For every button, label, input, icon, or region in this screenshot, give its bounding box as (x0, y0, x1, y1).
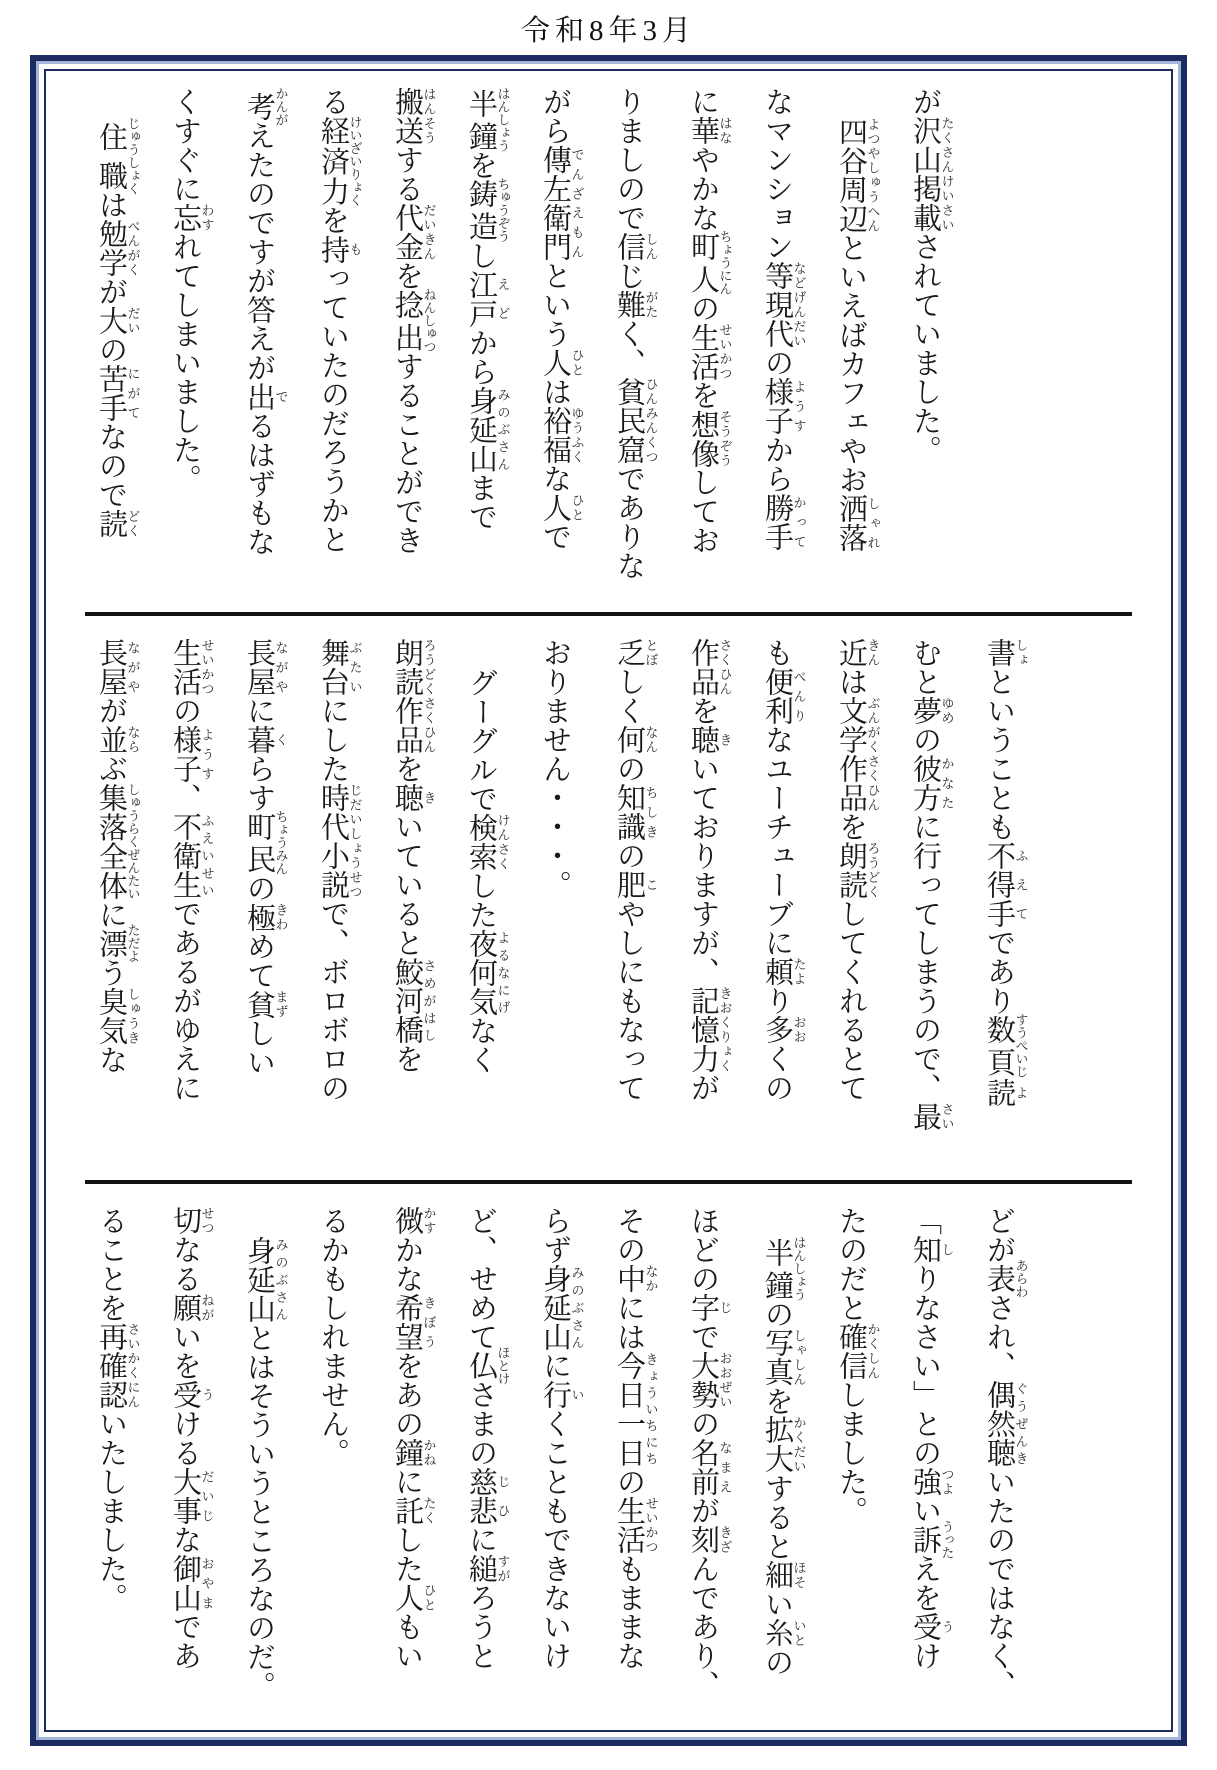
furigana-annotated-text: 貧まず (243, 989, 289, 1019)
text-column: 書しょということも不得手ふえてであり数頁すうぺいじ読よ (983, 638, 1029, 1108)
furigana-annotated-text: 江戸えど (465, 269, 511, 328)
furigana-annotated-text: 代金だいきん (391, 203, 437, 261)
furigana-annotated-text: 読よ (983, 1078, 1029, 1108)
furigana-annotated-text: 託たく (391, 1496, 437, 1525)
furigana-annotated-text: 生活せいかつ (169, 638, 215, 696)
furigana-annotated-text: 検索けんさく (465, 813, 511, 871)
text-column: 舞台ぶたいにした時代小説じだいしょうせつで、ボロボロの (317, 638, 363, 1102)
furigana-annotated-text: 強つよ (909, 1467, 955, 1496)
furigana-annotated-text: 忘わす (169, 203, 215, 232)
furigana-annotated-text: 鮫河橋さめがはし (391, 957, 437, 1044)
text-column: 「知しりなさい」との強つよい訴うったえを受うけ (909, 1206, 955, 1670)
furigana-annotated-text: 今日一日きょういちにち (613, 1351, 659, 1467)
furigana-annotated-text: 再確認さいかくにん (95, 1322, 141, 1409)
furigana-annotated-text: 糸いと (761, 1618, 807, 1648)
furigana-annotated-text: 希望きぼう (391, 1293, 437, 1351)
furigana-annotated-text: 舞台ぶたい (317, 638, 363, 696)
text-column: 長屋ながやが並ならぶ集落全体しゅうらくぜんたいに漂ただよう臭気しゅうきな (95, 638, 141, 1074)
furigana-annotated-text: 中なか (613, 1264, 659, 1293)
furigana-annotated-text: 夢ゆめ (909, 696, 955, 725)
text-column: 長屋ながやに暮くらす町民ちょうみんの極きわめて貧まずしい (243, 638, 289, 1077)
furigana-annotated-text: 不衛生ふえいせい (169, 812, 215, 899)
furigana-annotated-text: 町人ちょうにん (687, 230, 733, 296)
text-column: る経済力けいざいりょくを持もっていたのだろうかと (317, 87, 363, 554)
furigana-annotated-text: 傳左衛門でんざえもん (539, 145, 585, 261)
furigana-annotated-text: 夜何気よるなにげ (465, 929, 511, 1016)
text-column: 半鐘はんしょうを鋳造ちゅうぞうし江戸えどから身延山みのぶさんまで (465, 87, 511, 531)
furigana-annotated-text: 人ひと (539, 348, 585, 377)
furigana-annotated-text: 乏とぼ (613, 638, 659, 667)
text-column: 作品さくひんを聴きいておりますが、記憶力きおくりょくが (687, 638, 733, 1102)
text-section-bottom (46, 1190, 1132, 1730)
furigana-annotated-text: 細ほそ (761, 1560, 807, 1590)
furigana-annotated-text: 表あらわ (983, 1259, 1029, 1298)
text-column: りましので信しんじ難がたく、貧民窟ひんみんくつでありな (613, 87, 659, 580)
furigana-annotated-text: 集落全体しゅうらくぜんたい (95, 782, 141, 900)
furigana-annotated-text: 鋳造ちゅうぞう (465, 177, 511, 243)
furigana-annotated-text: 町民ちょうみん (243, 810, 289, 876)
furigana-annotated-text: 並なら (95, 725, 141, 754)
text-column: 切せつなる願ねがいを受うける大事だいじな御山おやまであ (169, 1206, 215, 1670)
furigana-annotated-text: 便利べんり (761, 667, 807, 725)
text-column: に華はなやかな町人ちょうにんの生活せいかつを想像そうぞうしてお (687, 87, 733, 555)
text-column: がら傳左衛門でんざえもんという人ひとは裕福ゆうふくな人ひとで (539, 87, 585, 551)
furigana-annotated-text: 確信かくしん (835, 1322, 881, 1380)
furigana-annotated-text: 受う (169, 1380, 215, 1409)
furigana-annotated-text: 読どく (95, 509, 141, 538)
furigana-annotated-text: 写真しゃしん (761, 1328, 807, 1387)
furigana-annotated-text: 肥こ (613, 870, 659, 899)
furigana-annotated-text: 数頁すうぺいじ (983, 1013, 1029, 1079)
furigana-annotated-text: 等現代などげんだい (761, 261, 807, 348)
furigana-annotated-text: 出で (243, 382, 289, 411)
furigana-annotated-text: 切せつ (169, 1206, 215, 1235)
text-column: 微かすかな希望きぼうをあの鐘かねに託たくした人ひともい (391, 1206, 437, 1670)
text-column: たのだと確信かくしんしました。 (835, 1206, 881, 1525)
text-column: どが表あらわされ、偶然聴ぐうぜんきいたのではなく、 (983, 1206, 1029, 1699)
text-column: その中なかには今日一日きょういちにちの生活せいかつもままな (613, 1206, 659, 1670)
text-column: 住職じゅうしょくは勉学べんがくが大だいの苦手にがてなので読どく (95, 117, 141, 538)
page-content-area (44, 69, 1173, 1732)
furigana-annotated-text: 華はな (687, 116, 733, 145)
furigana-annotated-text: 聴き (391, 783, 437, 812)
furigana-annotated-text: 裕福ゆうふく (539, 406, 585, 464)
furigana-annotated-text: 知識ちしき (613, 783, 659, 841)
text-column: るかもしれません。 (317, 1206, 349, 1467)
furigana-annotated-text: 大事だいじ (169, 1467, 215, 1525)
furigana-annotated-text: 名前なまえ (687, 1438, 733, 1496)
furigana-annotated-text: 人ひと (539, 493, 585, 522)
furigana-annotated-text: 長屋ながや (95, 638, 141, 696)
text-column: くすぐに忘わすれてしまいました。 (169, 87, 215, 493)
furigana-annotated-text: 頼たよ (761, 957, 807, 986)
furigana-annotated-text: 半鐘はんしょう (465, 87, 511, 152)
furigana-annotated-text: 朗読作品ろうどくさくひん (391, 638, 437, 754)
furigana-annotated-text: 願ねが (169, 1293, 215, 1322)
furigana-annotated-text: 書しょ (983, 638, 1029, 667)
furigana-annotated-text: 文学作品ぶんがくさくひん (835, 696, 881, 812)
text-column: 四谷周辺よつやしゅうへんといえばカフェやお洒落しゃれ (835, 117, 881, 552)
furigana-annotated-text: 最さい (909, 1102, 955, 1131)
section-divider (85, 612, 1131, 616)
furigana-annotated-text: 様子ようす (761, 377, 807, 435)
furigana-annotated-text: 字じ (687, 1293, 733, 1322)
furigana-annotated-text: 行い (539, 1380, 585, 1409)
furigana-annotated-text: 半鐘はんしょう (761, 1236, 807, 1301)
text-column: ることを再確認さいかくにんいたしました。 (95, 1206, 141, 1612)
furigana-annotated-text: 作品さくひん (687, 638, 733, 696)
text-column: 生活せいかつの様子ようす、不衛生ふえいせいであるがゆえに (169, 638, 215, 1102)
text-column: ほどの字じで大勢おおぜいの名前なまえが刻きざんであり、 (687, 1206, 733, 1699)
furigana-annotated-text: 鐘かね (391, 1438, 437, 1467)
furigana-annotated-text: 彼方かなた (909, 754, 955, 812)
text-column: 搬送はんそうする代金だいきんを捻出ねんしゅつすることができ (391, 87, 437, 555)
text-section-top (46, 71, 1058, 606)
furigana-annotated-text: 偶然聴ぐうぜんき (983, 1380, 1029, 1467)
text-column: 半鐘はんしょうの写真しゃしんを拡大かくだいすると細ほそい糸いとの (761, 1236, 807, 1677)
furigana-annotated-text: 信しん (613, 232, 659, 261)
furigana-annotated-text: 多おお (761, 1015, 807, 1044)
furigana-annotated-text: 不得手ふえて (983, 841, 1029, 928)
furigana-annotated-text: 時代小説じだいしょうせつ (317, 783, 363, 899)
furigana-annotated-text: 身延山みのぶさん (465, 385, 511, 473)
furigana-annotated-text: 御山おやま (169, 1554, 215, 1612)
furigana-annotated-text: 生活せいかつ (613, 1496, 659, 1554)
text-column: 乏とぼしく何なんの知識ちしきの肥こやしにもなって (613, 638, 659, 1102)
furigana-annotated-text: 難がた (613, 290, 659, 319)
furigana-annotated-text: 漂ただよ (95, 923, 141, 963)
furigana-annotated-text: 受う (909, 1612, 955, 1641)
furigana-annotated-text: 拡大かくだい (761, 1415, 807, 1474)
text-column: 身延山みのぶさんとはそういうところなのだ。 (243, 1236, 289, 1700)
furigana-annotated-text: 仏ほとけ (465, 1346, 511, 1385)
furigana-annotated-text: 住職じゅうしょく (95, 117, 141, 195)
furigana-annotated-text: 朗読ろうどく (835, 841, 881, 899)
furigana-annotated-text: 様子ようす (169, 725, 215, 783)
furigana-annotated-text: 想像そうぞう (687, 409, 733, 468)
furigana-annotated-text: 大だい (95, 306, 141, 335)
page-title: 令和8年3月 (520, 15, 696, 47)
furigana-annotated-text: 極きわ (243, 902, 289, 932)
text-column: むと夢ゆめの彼方かなたに行ってしまうので、最さい (909, 638, 955, 1131)
furigana-annotated-text: 沢山掲載たくさんけいさい (909, 116, 955, 232)
furigana-annotated-text: 記憶力きおくりょく (687, 986, 733, 1073)
text-column: 近きんは文学作品ぶんがくさくひんを朗読ろうどくしてくれるとて (835, 638, 881, 1102)
furigana-annotated-text: 勉学べんがく (95, 219, 141, 277)
text-column: おりません・・・。 (539, 638, 571, 899)
furigana-annotated-text: 四谷周辺よつやしゅうへん (835, 117, 881, 233)
furigana-annotated-text: 暮く (243, 725, 289, 754)
furigana-annotated-text: 搬送はんそう (391, 87, 437, 145)
furigana-annotated-text: 近きん (835, 638, 881, 667)
furigana-annotated-text: 聴き (687, 725, 733, 754)
furigana-annotated-text: 捻出ねんしゅつ (391, 288, 437, 354)
furigana-annotated-text: 縋すが (465, 1554, 511, 1583)
furigana-annotated-text: 身延山みのぶさん (539, 1264, 585, 1351)
text-column: 考かんがえたのですが答えが出でるはずもな (243, 87, 289, 556)
furigana-annotated-text: 知し (909, 1235, 955, 1264)
furigana-annotated-text: 勝手かって (761, 493, 807, 551)
furigana-annotated-text: 持も (317, 234, 363, 264)
furigana-annotated-text: 長屋ながや (243, 638, 289, 696)
furigana-annotated-text: 洒落しゃれ (835, 494, 881, 552)
furigana-annotated-text: 大勢おおぜい (687, 1351, 733, 1409)
furigana-annotated-text: 経済力けいざいりょく (317, 115, 363, 207)
furigana-annotated-text: 身延山みのぶさん (243, 1236, 289, 1323)
furigana-annotated-text: 人ひと (391, 1583, 437, 1612)
text-column: なマンション等現代などげんだいの様子ようすから勝手かって (761, 87, 807, 551)
furigana-annotated-text: 貧民窟ひんみんくつ (613, 377, 659, 464)
text-column: も便利べんりなユーチューブに頼たより多おおくの (761, 638, 807, 1102)
furigana-annotated-text: 苦手にがて (95, 364, 141, 422)
text-section-middle (46, 622, 1132, 1174)
text-column: らず身延山みのぶさんに行いくこともできないけ (539, 1206, 585, 1670)
furigana-annotated-text: 微かす (391, 1206, 437, 1235)
furigana-annotated-text: 刻きざ (687, 1525, 733, 1554)
page-border-frame (30, 55, 1187, 1746)
furigana-annotated-text: 慈悲じひ (465, 1467, 511, 1525)
furigana-annotated-text: 生活せいかつ (687, 322, 733, 381)
text-column: グーグルで検索けんさくした夜何気よるなにげなく (465, 668, 511, 1074)
text-column: が沢山掲載たくさんけいさいされていました。 (909, 87, 955, 464)
furigana-annotated-text: 何なん (613, 725, 659, 754)
furigana-annotated-text: 訴うった (909, 1520, 955, 1559)
furigana-annotated-text: 臭気しゅうき (95, 986, 141, 1045)
text-column: ど、せめて仏ほとけさまの慈悲じひに縋すがろうと (465, 1206, 511, 1670)
text-column: 朗読作品ろうどくさくひんを聴きいていると鮫河橋さめがはしを (391, 638, 437, 1073)
furigana-annotated-text: 考かんが (243, 87, 289, 126)
section-divider (85, 1180, 1131, 1184)
